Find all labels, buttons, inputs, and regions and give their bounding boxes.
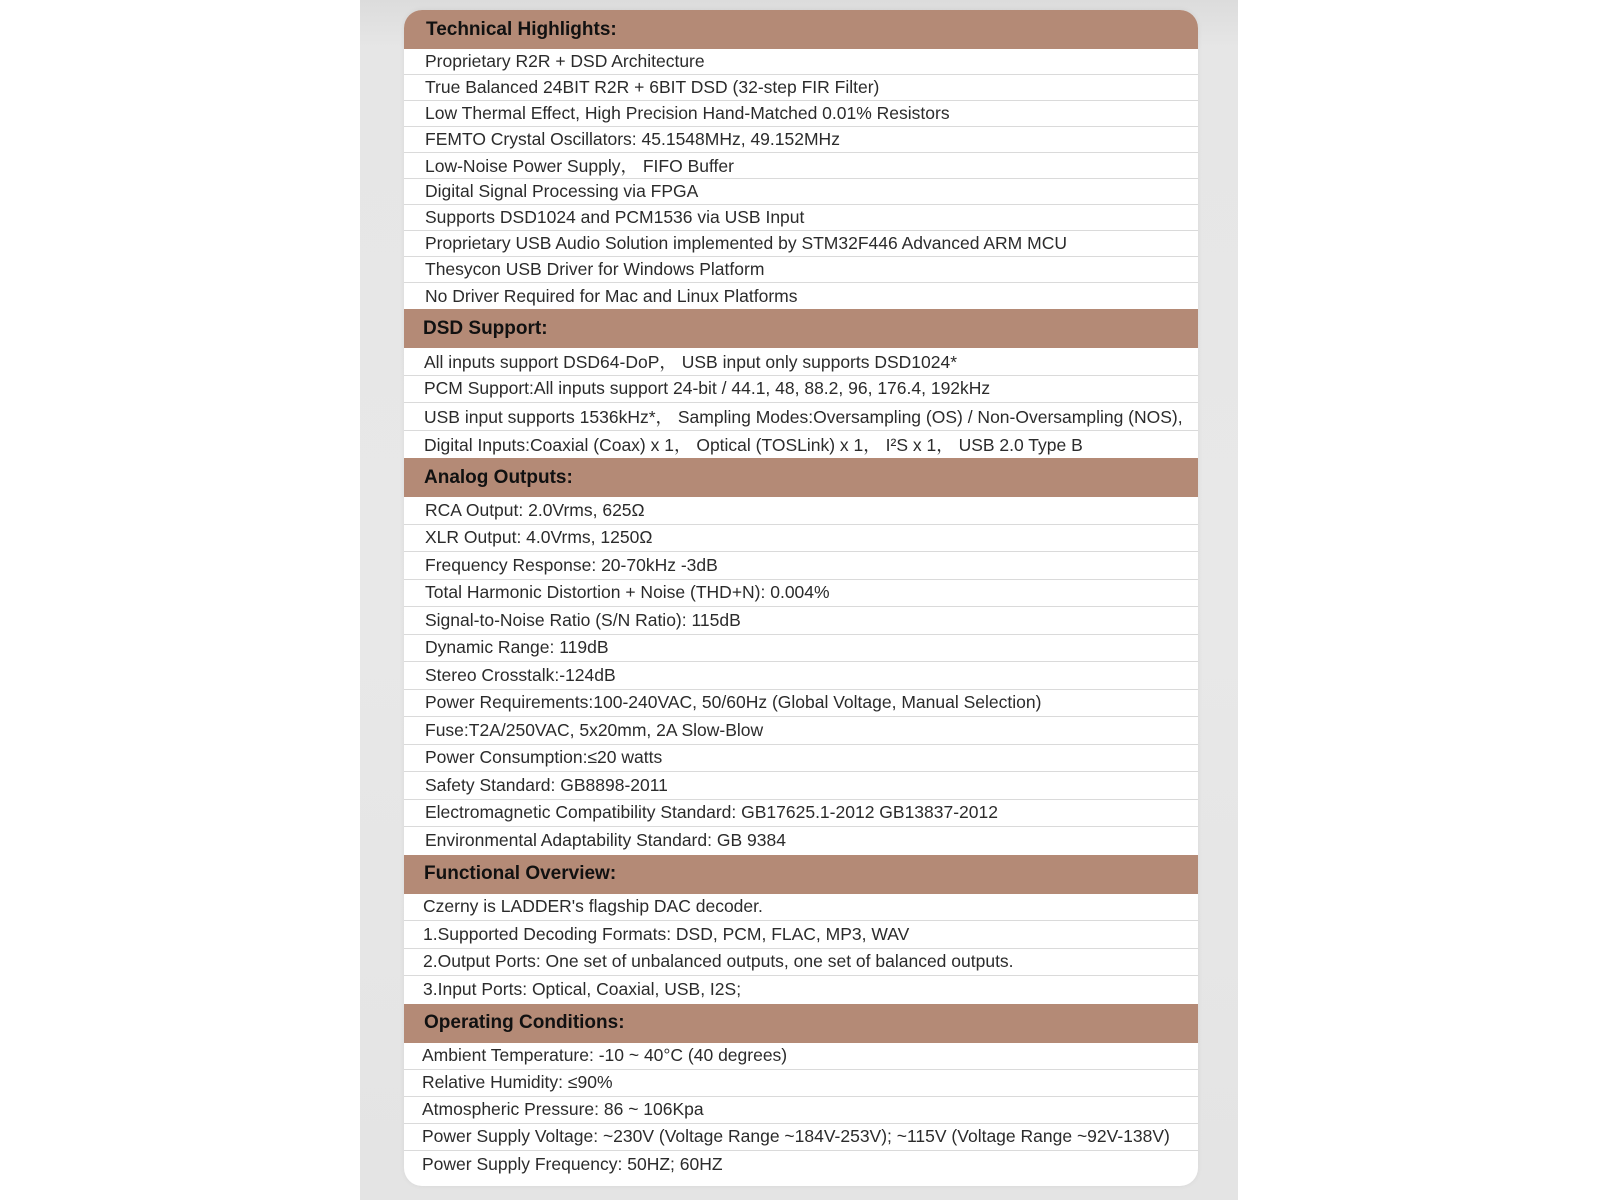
spec-row: Power Requirements:100-240VAC, 50/60Hz (Global Voltage, Manual Selection) <box>404 690 1198 718</box>
section-header: DSD Support: <box>404 309 1198 348</box>
spec-row: 3.Input Ports: Optical, Coaxial, USB, I2S; <box>423 979 742 1000</box>
spec-row: Environmental Adaptability Standard: GB 9384 <box>425 830 786 851</box>
spec-row: Power Supply Voltage: ~230V (Voltage Range ~184V-253V); ~115V (Voltage Range ~92V-138V) <box>404 1124 1198 1151</box>
section-dsd-support <box>404 309 1198 458</box>
spec-row: 2.Output Ports: One set of unbalanced outputs, one set of balanced outputs. <box>404 949 1198 977</box>
section-header: Analog Outputs: <box>404 458 1198 497</box>
spec-row: Proprietary USB Audio Solution implemented by STM32F446 Advanced ARM MCU <box>404 231 1198 257</box>
spec-row: Ambient Temperature: -10 ~ 40°C (40 degrees) <box>404 1043 1198 1070</box>
spec-row: Czerny is LADDER's flagship DAC decoder. <box>404 894 1198 922</box>
section-header: Functional Overview: <box>404 855 1198 894</box>
section-operating-conditions <box>404 1004 1198 1178</box>
spec-row: USB input supports 1536kHz*， Sampling Modes:Oversampling (OS) / Non-Oversampling (NOS), <box>404 403 1198 431</box>
spec-row: Digital Inputs:Coaxial (Coax) x 1， Optical (TOSLink) x 1， I²S x 1， USB 2.0 Type B <box>424 434 1083 455</box>
spec-row: Fuse:T2A/250VAC, 5x20mm, 2A Slow-Blow <box>404 717 1198 745</box>
spec-row: Power Supply Frequency: 50HZ; 60HZ <box>422 1153 723 1174</box>
spec-row: Power Consumption:≤20 watts <box>404 745 1198 773</box>
section-technical-highlights <box>404 10 1198 309</box>
spec-row: Relative Humidity: ≤90% <box>404 1070 1198 1097</box>
spec-row: True Balanced 24BIT R2R + 6BIT DSD (32-step FIR Filter) <box>404 75 1198 101</box>
spec-row: Proprietary R2R + DSD Architecture <box>404 49 1198 75</box>
spec-row: Digital Signal Processing via FPGA <box>404 179 1198 205</box>
section-header: Operating Conditions: <box>404 1004 1198 1043</box>
spec-row: Thesycon USB Driver for Windows Platform <box>404 257 1198 283</box>
spec-row: Signal-to-Noise Ratio (S/N Ratio): 115dB <box>404 607 1198 635</box>
spec-row: Electromagnetic Compatibility Standard: GB17625.1-2012 GB13837-2012 <box>404 800 1198 828</box>
spec-row: Frequency Response: 20-70kHz -3dB <box>404 552 1198 580</box>
spec-row: Dynamic Range: 119dB <box>404 635 1198 663</box>
spec-row: Low Thermal Effect, High Precision Hand-Matched 0.01% Resistors <box>404 101 1198 127</box>
spec-row: 1.Supported Decoding Formats: DSD, PCM, FLAC, MP3, WAV <box>404 921 1198 949</box>
spec-row: FEMTO Crystal Oscillators: 45.1548MHz, 49.152MHz <box>404 127 1198 153</box>
spec-row: Low-Noise Power Supply， FIFO Buffer <box>404 153 1198 179</box>
section-functional-overview <box>404 855 1198 1004</box>
spec-sheet-card <box>404 10 1198 1186</box>
spec-row: Total Harmonic Distortion + Noise (THD+N): 0.004% <box>404 580 1198 608</box>
spec-row: All inputs support DSD64-DoP， USB input only supports DSD1024* <box>404 348 1198 376</box>
spec-row: PCM Support:All inputs support 24-bit / 44.1, 48, 88.2, 96, 176.4, 192kHz <box>404 376 1198 404</box>
spec-row: Supports DSD1024 and PCM1536 via USB Input <box>404 205 1198 231</box>
spec-row: Safety Standard: GB8898-2011 <box>404 772 1198 800</box>
spec-row: Atmospheric Pressure: 86 ~ 106Kpa <box>404 1097 1198 1124</box>
spec-row: RCA Output: 2.0Vrms, 625Ω <box>404 497 1198 525</box>
spec-row: Stereo Crosstalk:-124dB <box>404 662 1198 690</box>
spec-row: No Driver Required for Mac and Linux Platforms <box>425 285 798 306</box>
section-header: Technical Highlights: <box>404 10 1198 49</box>
spec-row: XLR Output: 4.0Vrms, 1250Ω <box>404 525 1198 553</box>
section-analog-outputs <box>404 458 1198 855</box>
